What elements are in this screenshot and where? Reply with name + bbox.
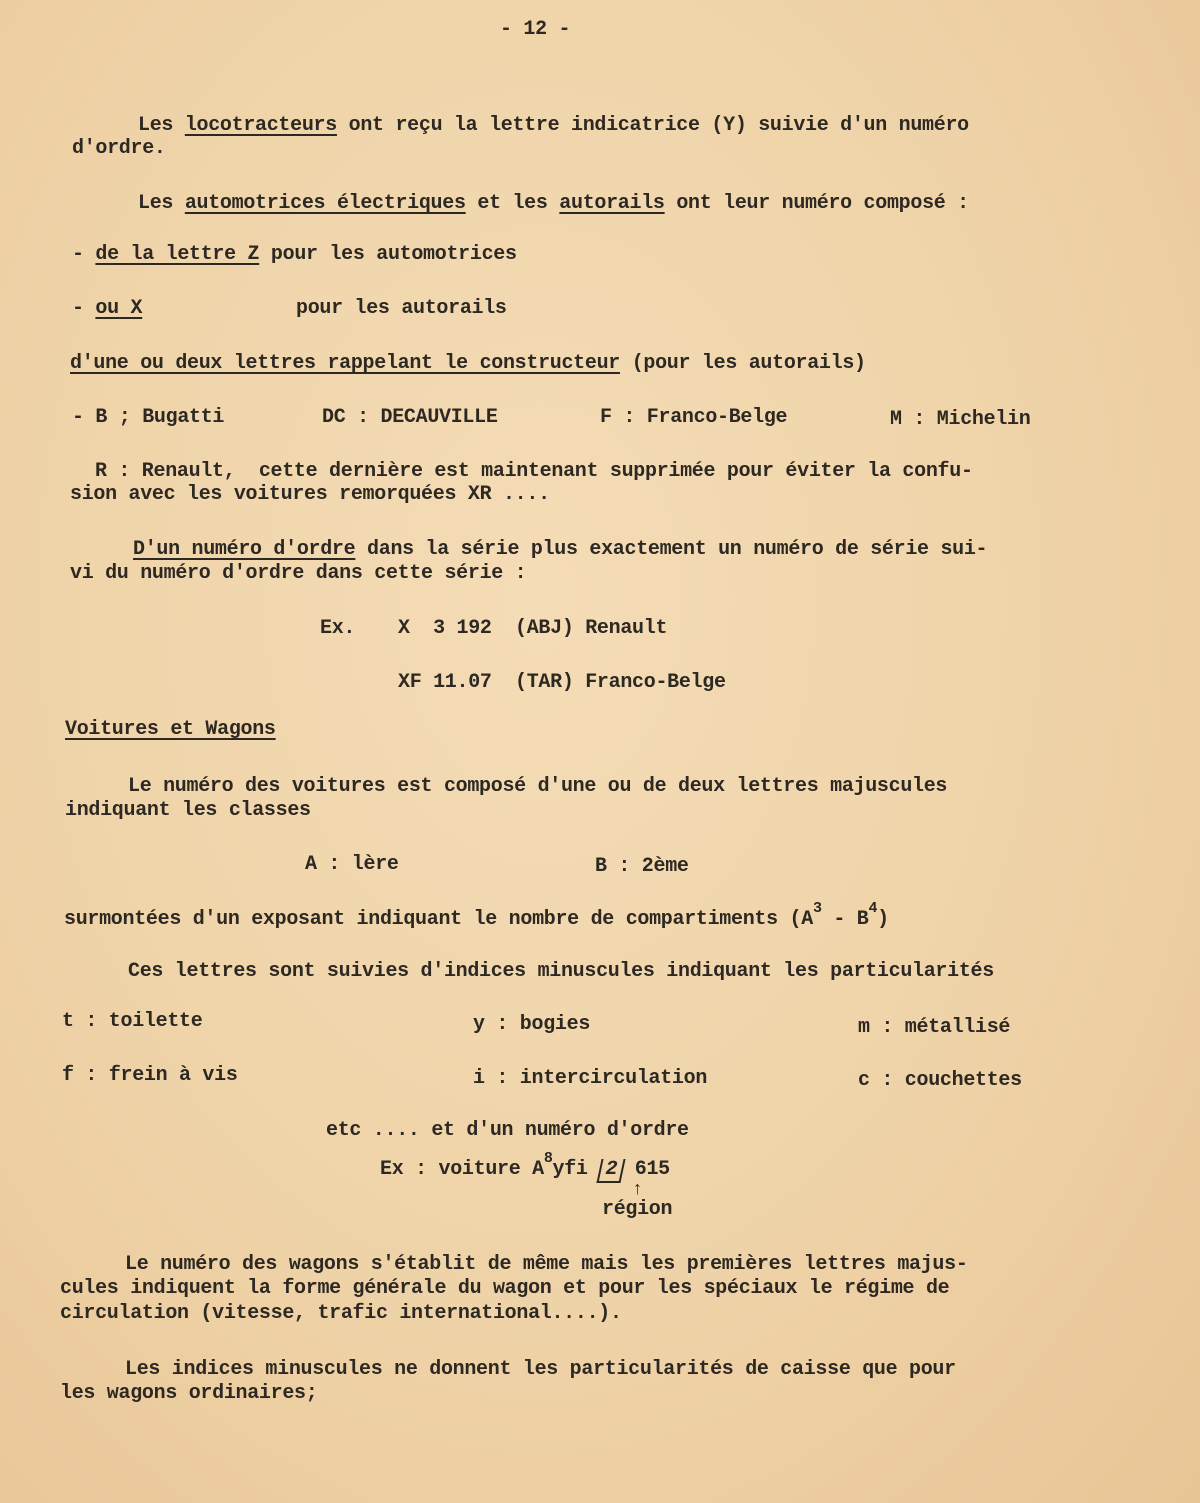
text: - [72,243,96,266]
builder-item: DC : DECAUVILLE [322,406,498,429]
paragraph-numero-ordre-line2: vi du numéro d'ordre dans cette série : [70,562,527,585]
underlined-term: de la lettre Z [95,243,260,266]
superscript: 8 [543,1150,553,1168]
underlined-term: automotrices électriques [184,192,466,215]
text: B [856,908,869,931]
text: Ex : voiture A [380,1158,544,1181]
class-item: A : lère [305,853,399,876]
builder-item: F : Franco-Belge [600,406,788,429]
text: Les [138,114,185,137]
paragraph-locotracteurs-line1 [138,114,969,138]
text: et les [465,192,560,215]
paragraph-voitures-line1: Le numéro des voitures est composé d'une ou de deux lettres majuscules [128,775,948,798]
paragraph-wagons-line2: cules indiquent la forme générale du wagon et pour les spéciaux le régime de [60,1277,950,1300]
builder-item: - B ; Bugatti [72,406,225,429]
section-heading: Voitures et Wagons [65,718,276,741]
indice-item: c : couchettes [858,1069,1022,1092]
paragraph-locotracteurs-line2: d'ordre. [72,137,166,160]
superscript: 4 [868,900,878,918]
paragraph-indices-minuscules-line2: les wagons ordinaires; [60,1382,318,1405]
class-item: B : 2ème [595,855,689,878]
voiture-example [380,1150,670,1183]
text: dans la série plus exactement un numéro de série sui- [355,538,988,561]
text: A [801,908,813,931]
paragraph-wagons-line3: circulation (vitesse, trafic international....). [60,1302,622,1325]
indice-item: t : toilette [62,1010,203,1033]
text: ) [877,908,889,931]
etc-line: etc .... et d'un numéro d'ordre [326,1119,689,1142]
text: yfi [552,1158,600,1181]
underlined-term: locotracteurs [184,114,337,137]
text: surmontées d'un exposant indiquant le nombre de compartiments ( [64,908,802,931]
text: 615 [623,1158,670,1181]
example-value: XF 11.07 (TAR) Franco-Belge [398,671,726,694]
list-item-letter-z [72,243,517,267]
paragraph-constructeur [70,352,866,376]
text: - [72,297,96,320]
paragraph-automotrices [138,192,969,216]
underlined-term: D'un numéro d'ordre [133,538,356,561]
text: (pour les autorails) [620,352,866,375]
underlined-term: ou X [95,297,143,320]
paragraph-indices-intro: Ces lettres sont suivies d'indices minuscules indiquant les particularités [128,960,994,983]
example-prefix: Ex. [320,617,356,640]
text: - [821,908,857,931]
list-item-letter-x-desc: pour les autorails [296,297,507,320]
paragraph-numero-ordre-line1 [133,538,987,562]
superscript: 3 [812,900,822,918]
paragraph-exposant [64,900,889,932]
paragraph-indices-minuscules-line1: Les indices minuscules ne donnent les particularités de caisse que pour [125,1358,956,1381]
paragraph-renault-line1: R : Renault, cette dernière est maintenant supprimée pour éviter la confu- [95,460,973,483]
arrow-up-icon: ↑ [632,1180,643,1200]
region-label: région [602,1198,673,1221]
builder-item: M : Michelin [890,408,1031,431]
indice-item: y : bogies [473,1013,591,1036]
list-item-letter-x [72,297,142,321]
indice-item: f : frein à vis [62,1064,238,1087]
paragraph-voitures-line2: indiquant les classes [65,799,311,822]
underlined-term: d'une ou deux lettres rappelant le constructeur [70,352,620,375]
indice-item: m : métallisé [858,1016,1011,1039]
paragraph-renault-line2: sion avec les voitures remorquées XR .... [70,483,550,506]
text: ont leur numéro composé : [664,192,969,215]
paragraph-wagons-line1: Le numéro des wagons s'établit de même mais les premières lettres majus- [125,1253,968,1276]
text: ont reçu la lettre indicatrice (Y) suivie d'un numéro [336,114,969,137]
text: pour les automotrices [259,243,517,266]
underlined-term: autorails [559,192,665,215]
example-value: X 3 192 (ABJ) Renault [398,617,668,640]
indice-item: i : intercirculation [473,1067,708,1090]
region-code-box: 2 [597,1159,626,1183]
page-number: - 12 - [500,18,571,41]
text: Les [138,192,185,215]
